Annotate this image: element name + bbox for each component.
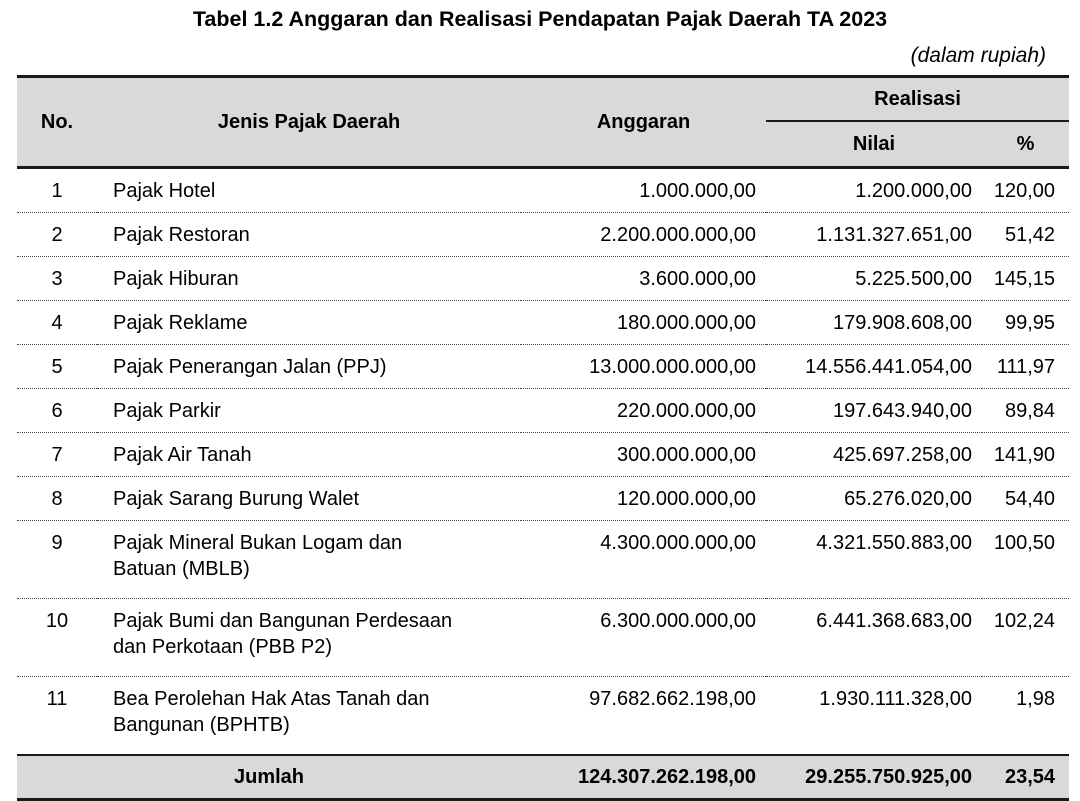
cell-anggaran: 2.200.000.000,00	[521, 213, 766, 257]
cell-jenis-line2: Batuan (MBLB)	[113, 558, 250, 580]
cell-anggaran: 180.000.000,00	[521, 301, 766, 345]
cell-persen: 89,84	[982, 389, 1069, 433]
cell-nilai: 6.441.368.683,00	[766, 599, 982, 677]
cell-nilai: 65.276.020,00	[766, 477, 982, 521]
cell-nilai: 1.200.000,00	[766, 168, 982, 213]
cell-nilai: 14.556.441.054,00	[766, 345, 982, 389]
header-no: No.	[17, 77, 97, 168]
cell-jenis: Pajak Hiburan	[97, 257, 521, 301]
total-nilai: 29.255.750.925,00	[766, 755, 982, 800]
cell-persen: 99,95	[982, 301, 1069, 345]
header-anggaran: Anggaran	[521, 77, 766, 168]
unit-note: (dalam rupiah)	[910, 44, 1046, 67]
cell-jenis: Pajak Air Tanah	[97, 433, 521, 477]
cell-nilai: 197.643.940,00	[766, 389, 982, 433]
cell-jenis	[97, 521, 521, 599]
cell-persen: 1,98	[982, 677, 1069, 756]
cell-persen: 120,00	[982, 168, 1069, 213]
table-row	[17, 521, 1069, 599]
cell-no: 11	[17, 677, 97, 756]
cell-no: 6	[17, 389, 97, 433]
cell-jenis-line2: dan Perkotaan (PBB P2)	[113, 636, 333, 658]
cell-no: 3	[17, 257, 97, 301]
cell-anggaran: 97.682.662.198,00	[521, 677, 766, 756]
table-row	[17, 168, 1069, 213]
total-row	[17, 755, 1069, 800]
cell-persen: 111,97	[982, 345, 1069, 389]
cell-no: 8	[17, 477, 97, 521]
cell-nilai: 4.321.550.883,00	[766, 521, 982, 599]
cell-anggaran: 6.300.000.000,00	[521, 599, 766, 677]
total-label: Jumlah	[17, 755, 521, 800]
table-row	[17, 677, 1069, 756]
cell-jenis-line1: Bea Perolehan Hak Atas Tanah dan	[113, 688, 430, 710]
total-persen: 23,54	[982, 755, 1069, 800]
cell-no: 2	[17, 213, 97, 257]
cell-no: 9	[17, 521, 97, 599]
cell-anggaran: 13.000.000.000,00	[521, 345, 766, 389]
cell-anggaran: 4.300.000.000,00	[521, 521, 766, 599]
cell-anggaran: 220.000.000,00	[521, 389, 766, 433]
cell-jenis: Pajak Sarang Burung Walet	[97, 477, 521, 521]
cell-nilai: 1.930.111.328,00	[766, 677, 982, 756]
header-jenis: Jenis Pajak Daerah	[97, 77, 521, 168]
cell-persen: 51,42	[982, 213, 1069, 257]
cell-jenis: Pajak Hotel	[97, 168, 521, 213]
cell-persen: 54,40	[982, 477, 1069, 521]
cell-persen: 141,90	[982, 433, 1069, 477]
table-row	[17, 599, 1069, 677]
cell-jenis: Pajak Penerangan Jalan (PPJ)	[97, 345, 521, 389]
cell-nilai: 425.697.258,00	[766, 433, 982, 477]
table-row	[17, 301, 1069, 345]
header-persen: %	[982, 121, 1069, 168]
header-nilai: Nilai	[766, 121, 982, 168]
cell-jenis	[97, 677, 521, 756]
cell-no: 10	[17, 599, 97, 677]
table-title: Tabel 1.2 Anggaran dan Realisasi Pendapatan Pajak Daerah TA 2023	[192, 7, 888, 31]
table-row	[17, 389, 1069, 433]
cell-persen: 100,50	[982, 521, 1069, 599]
table-row	[17, 257, 1069, 301]
cell-jenis: Pajak Parkir	[97, 389, 521, 433]
table-row	[17, 477, 1069, 521]
total-anggaran: 124.307.262.198,00	[521, 755, 766, 800]
cell-nilai: 179.908.608,00	[766, 301, 982, 345]
cell-jenis	[97, 599, 521, 677]
table-row	[17, 213, 1069, 257]
cell-nilai: 5.225.500,00	[766, 257, 982, 301]
cell-anggaran: 3.600.000,00	[521, 257, 766, 301]
tax-table	[17, 75, 1069, 801]
cell-persen: 102,24	[982, 599, 1069, 677]
cell-jenis: Pajak Reklame	[97, 301, 521, 345]
cell-nilai: 1.131.327.651,00	[766, 213, 982, 257]
cell-no: 5	[17, 345, 97, 389]
cell-anggaran: 120.000.000,00	[521, 477, 766, 521]
cell-persen: 145,15	[982, 257, 1069, 301]
table-row	[17, 433, 1069, 477]
cell-jenis-line1: Pajak Mineral Bukan Logam dan	[113, 532, 403, 554]
cell-anggaran: 1.000.000,00	[521, 168, 766, 213]
cell-anggaran: 300.000.000,00	[521, 433, 766, 477]
cell-jenis-line1: Pajak Bumi dan Bangunan Perdesaan	[113, 610, 453, 632]
table-row	[17, 345, 1069, 389]
cell-no: 4	[17, 301, 97, 345]
cell-jenis: Pajak Restoran	[97, 213, 521, 257]
header-realisasi: Realisasi	[766, 77, 1069, 122]
cell-no: 7	[17, 433, 97, 477]
cell-jenis-line2: Bangunan (BPHTB)	[113, 714, 290, 736]
cell-no: 1	[17, 168, 97, 213]
